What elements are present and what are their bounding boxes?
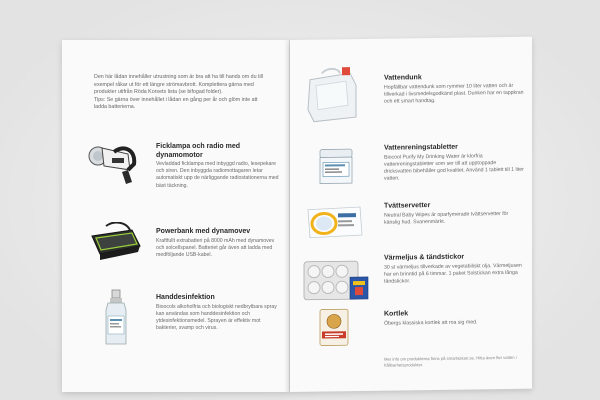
booklet xyxy=(62,40,532,392)
item-water-container xyxy=(384,73,524,106)
item-description: Biocool Purify My Drinking Water är klorfria vattenreningstabletter som ser till att upptoppade dricksvatten bibehåller god kvalitet. Använd 1 tablett till 1 liter vatten. xyxy=(384,152,524,182)
intro-tip: Tips: Se gärna över innehållet i lådan en gång per år och glöm inte att ladda batterierna. xyxy=(94,96,258,111)
item-flashlight-radio xyxy=(156,143,282,190)
intro-paragraph: Den här lådan innehåller utrustning som är bra att ha till hands om du till exempel råkar ut för ett längre strömavbrott. Komplettera gärna med produkter utifrån Röda Korsets lista (se bifogad folder). xyxy=(94,74,264,96)
powerbank-icon xyxy=(86,222,144,264)
footer-note: Mer info om produkterna finns på smartaskan.se. Hitta även fler vatten i hållbarhetsprodukter. xyxy=(384,354,517,368)
item-title: Handdesinfektion xyxy=(156,294,215,301)
spray-bottle-icon xyxy=(98,288,134,348)
item-hand-sanitizer xyxy=(156,294,282,332)
item-card-deck xyxy=(384,309,524,328)
item-description: 30 st värmeljus tillverkade av vegetabiliskt olja. Värmeljusen har en brinntid på 6 timmar. 1 paket Solstickan extra långa tändstickor. xyxy=(384,262,522,285)
item-description: Bioocols alkoholfria och biologiskt nedbrytbara spray kan användas som handdesinfektion och ytdesinfektionsmedel. Sprayen är effektiv mot bakterier, svamp och virus. xyxy=(156,303,277,332)
intro-text xyxy=(94,74,270,112)
tealights-matches-icon xyxy=(302,253,370,304)
item-title: Ficklampa och radio med dynamomotor xyxy=(156,143,241,159)
item-description: Neutral Baby Wipes är oparfymerade tvättservetter för känslig hud. Svanenmärkt. xyxy=(384,210,509,226)
left-page xyxy=(62,40,290,392)
item-wipes xyxy=(384,201,524,227)
wipes-package-icon xyxy=(304,203,366,242)
flashlight-radio-icon xyxy=(84,136,144,188)
item-title: Kortlek xyxy=(384,310,409,318)
tablet-jar-icon xyxy=(316,145,356,188)
item-water-tablets xyxy=(384,143,524,183)
item-description: Vevladdad ficklampa med inbyggd radio, lesepekare och siren. Den inbyggda radiomottagaren letar automatiskt upp de närliggande radiostationerna med bäst täckning. xyxy=(156,161,279,189)
item-description: Kraftfullt extrabatteri på 8000 mAh med dynamovev och solcellspanel. Batteriet går även att ladda med medföljande USB-kabel. xyxy=(156,237,275,258)
right-page xyxy=(290,37,532,392)
card-deck-icon xyxy=(316,307,352,348)
item-title: Tvättservetter xyxy=(384,202,431,210)
item-title: Powerbank med dynamovev xyxy=(156,228,251,235)
item-title: Värmeljus & tändstickor xyxy=(384,253,465,262)
item-title: Vattendunk xyxy=(384,74,422,82)
item-powerbank xyxy=(156,228,282,259)
item-title: Vattenreningstabletter xyxy=(384,143,458,152)
water-container-icon xyxy=(302,65,362,126)
item-description: Öbergs klassiska kortlek att roa sig med. xyxy=(384,318,478,327)
item-description: Hopfällbar vattendunk som rymmer 10 liter vatten och är tillverkad i livsmedelsgodkänd plast. Dunken har en tappkran och ett smart handtag. xyxy=(384,82,524,105)
item-tealights-matches xyxy=(384,253,524,286)
